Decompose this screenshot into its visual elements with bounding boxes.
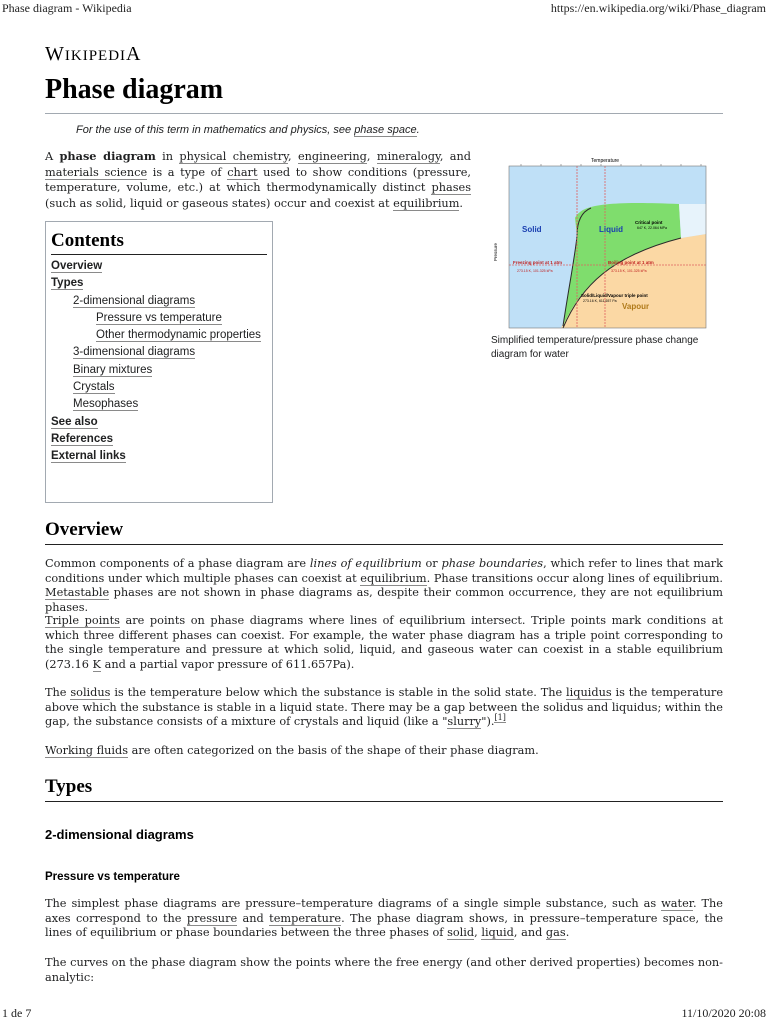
freezing-point-value: 273.15 K, 101.325 kPa <box>517 269 553 273</box>
link-working-fluids[interactable]: Working fluids <box>45 744 129 757</box>
hatnote <box>76 124 420 136</box>
text: is the temperature above which the substance is stable in a liquid state. There may be a gap between the solidus and liquidus; within the gap, the substance consists of a mixture of crystals and liquid (like a " <box>45 686 724 729</box>
lead-text: . <box>459 196 464 210</box>
link-equilibrium[interactable]: equilibrium <box>393 196 460 210</box>
text: Common components of a phase diagram are <box>45 557 310 570</box>
toc-item-references <box>51 431 267 448</box>
types-paragraph-1 <box>45 897 723 941</box>
toc-item-pressure-vs-temperature <box>51 310 267 327</box>
text <box>89 658 93 671</box>
text: and <box>237 911 270 925</box>
triple-point-temperature: 273.16 <box>49 657 89 671</box>
text: , which refer to lines that mark conditions under which multiple phases can coexist at <box>45 557 724 585</box>
lead-text: A <box>45 150 60 163</box>
heading-pressure-vs-temperature: Pressure vs temperature <box>45 871 180 883</box>
critical-point-label: Critical point <box>635 220 663 225</box>
triple-point-pressure: 611.657 <box>285 657 333 671</box>
link-water[interactable]: water <box>661 897 693 910</box>
link-gas[interactable]: gas <box>545 926 566 940</box>
table-of-contents <box>45 221 273 503</box>
lead-text: , and <box>439 150 472 163</box>
wordmark-a: A <box>126 43 142 65</box>
toc-item-crystals <box>51 379 267 396</box>
text: are points on phase diagrams where lines of equilibrium intersect. Triple points mark conditions at which three different phases can coexist. For example, the water phase diagram has a triple point corresponding to the single temperature and pressure at which solid, liquid, and gaseous water can coexist in a stable equilibrium ( <box>45 614 723 671</box>
triple-point-label: Solid/Liquid/Vapour triple point <box>581 293 648 298</box>
wikipedia-wordmark[interactable] <box>45 43 142 66</box>
hatnote-text: For the use of this term in mathematics and physics, see <box>76 124 355 136</box>
print-datetime: 11/10/2020 20:08 <box>681 1006 766 1020</box>
heading-overview: Overview <box>45 519 723 545</box>
italic-term: lines of equilibrium <box>309 557 422 570</box>
link-materials-science[interactable]: materials science <box>45 165 148 179</box>
link-chart[interactable]: chart <box>227 165 258 179</box>
link-triple-points[interactable]: Triple points <box>45 614 120 627</box>
critical-point-value: 647 K, 22.064 MPa <box>637 226 667 230</box>
text: The <box>45 686 71 699</box>
toc-item-other-thermodynamic-properties <box>51 327 267 344</box>
hatnote-link[interactable]: phase space <box>354 124 417 136</box>
print-footer <box>2 1006 766 1022</box>
text: or <box>421 557 442 570</box>
lead-text: , <box>366 150 377 163</box>
toc-link[interactable]: References <box>51 432 114 445</box>
toc-link[interactable]: See also <box>51 415 98 428</box>
lead-text: , <box>287 150 298 163</box>
italic-term: phase boundaries <box>441 557 544 570</box>
phase-diagram-figure <box>491 156 728 362</box>
toc-item-see-also <box>51 414 267 431</box>
toc-link[interactable]: External links <box>51 450 126 463</box>
text: . Phase transitions occur along lines of equilibrium. <box>426 571 723 585</box>
triple-point-value: 273.16 K, 611.657 Pa <box>583 299 617 303</box>
toc-item-overview <box>51 258 267 275</box>
wordmark-w: W <box>45 43 65 65</box>
overview-paragraph-1 <box>45 557 723 615</box>
lead-text: used to show conditions (pressure, temperature, volume, etc.) at which thermodynamically distinct <box>45 165 471 194</box>
page-title: Phase diagram <box>45 74 723 114</box>
lead-text: in <box>155 150 180 163</box>
link-temperature[interactable]: temperature <box>269 911 342 925</box>
link-engineering[interactable]: engineering <box>297 150 367 163</box>
toc-title: Contents <box>51 230 267 255</box>
toc-item-mesophases <box>51 396 267 413</box>
link-phases[interactable]: phases <box>431 181 471 194</box>
toc-link[interactable]: Mesophases <box>73 398 139 411</box>
lead-text: is a type of <box>147 165 228 179</box>
text: . <box>565 926 570 940</box>
toc-item-2-dimensional-diagrams <box>51 293 267 310</box>
toc-list <box>51 258 267 466</box>
print-url: https://en.wikipedia.org/wiki/Phase_diagram <box>550 1 766 15</box>
link-solidus[interactable]: solidus <box>70 686 111 699</box>
link-kelvin[interactable]: K <box>92 657 101 671</box>
print-page-number: 1 de 7 <box>2 1006 32 1020</box>
overview-paragraph-4 <box>45 744 723 759</box>
heading-2d-diagrams: 2-dimensional diagrams <box>45 827 194 842</box>
text: and a partial vapor pressure of <box>101 657 286 671</box>
toc-link[interactable]: Crystals <box>73 381 115 394</box>
solid-label: Solid <box>522 225 542 234</box>
toc-link[interactable]: Binary mixtures <box>73 363 153 376</box>
pressure-axis-label: Pressure <box>493 242 498 261</box>
print-page-title: Phase diagram - Wikipedia <box>2 1 132 15</box>
text: . The phase diagram shows, in pressure–temperature space, the lines of equilibrium or phase boundaries between the three phases of <box>45 911 724 940</box>
toc-item-binary-mixtures <box>51 362 267 379</box>
link-equilibrium[interactable]: equilibrium <box>360 571 427 585</box>
text: . The axes correspond to the <box>45 897 723 925</box>
link-mineralogy[interactable]: mineralogy <box>376 150 440 163</box>
toc-item-external-links <box>51 448 267 465</box>
hatnote-end: . <box>416 124 420 136</box>
lead-paragraph <box>45 149 471 211</box>
boiling-point-value: 373.15 K, 101.325 kPa <box>611 269 647 273</box>
toc-link[interactable]: 3-dimensional diagrams <box>73 346 196 359</box>
text: , <box>474 926 482 940</box>
text: , and <box>513 926 546 940</box>
vapour-label: Vapour <box>622 302 650 311</box>
figure-caption: Simplified temperature/pressure phase change diagram for water <box>491 335 699 360</box>
print-header <box>2 1 766 17</box>
toc-link[interactable]: Pressure vs temperature <box>96 311 222 324</box>
phase-diagram-image[interactable] <box>491 156 728 330</box>
overview-paragraph-2 <box>45 614 723 672</box>
toc-link[interactable]: Other thermodynamic properties <box>96 329 261 342</box>
boiling-point-label: Boiling point at 1 atm <box>608 260 654 265</box>
link-physical-chemistry[interactable]: physical chemistry <box>179 150 288 163</box>
link-pressure[interactable]: pressure <box>186 911 238 925</box>
toc-item-3-dimensional-diagrams <box>51 344 267 361</box>
lead-text: (such as solid, liquid or gaseous states) occur and coexist at <box>45 196 394 210</box>
link-liquidus[interactable]: liquidus <box>566 686 612 699</box>
heading-types: Types <box>45 776 723 802</box>
link-liquid[interactable]: liquid <box>481 926 514 940</box>
toc-item-types <box>51 275 267 292</box>
lead-bold-term: phase diagram <box>59 149 156 163</box>
freezing-point-label: Freezing point at 1 atm <box>513 260 563 265</box>
text: are often categorized on the basis of the shape of their phase diagram. <box>128 744 539 757</box>
toc-link[interactable]: Overview <box>51 260 103 272</box>
text: phases are not shown in phase diagrams as, despite their common occurrence, they are not equilibrium phases. <box>45 586 723 614</box>
text: Pa). <box>332 657 355 671</box>
overview-paragraph-3 <box>45 686 723 730</box>
liquid-label: Liquid <box>599 225 623 234</box>
temperature-axis-label: Temperature <box>591 158 620 164</box>
text: is the temperature below which the substance is stable in the solid state. The <box>110 686 567 699</box>
types-paragraph-2: The curves on the phase diagram show the points where the free energy (and other derived properties) becomes non-analytic: <box>45 956 723 984</box>
toc-link[interactable]: 2-dimensional diagrams <box>73 294 196 307</box>
text: "). <box>481 715 495 729</box>
toc-link[interactable]: Types <box>51 277 84 290</box>
link-metastable[interactable]: Metastable <box>45 586 110 600</box>
text: The simplest phase diagrams are pressure–temperature diagrams of a single simple substance, such as <box>45 897 662 910</box>
link-solid[interactable]: solid <box>447 926 475 940</box>
wordmark-middle: IKIPEDI <box>64 48 127 64</box>
reference-1[interactable]: [1] <box>494 713 506 723</box>
link-slurry[interactable]: slurry <box>447 715 482 729</box>
